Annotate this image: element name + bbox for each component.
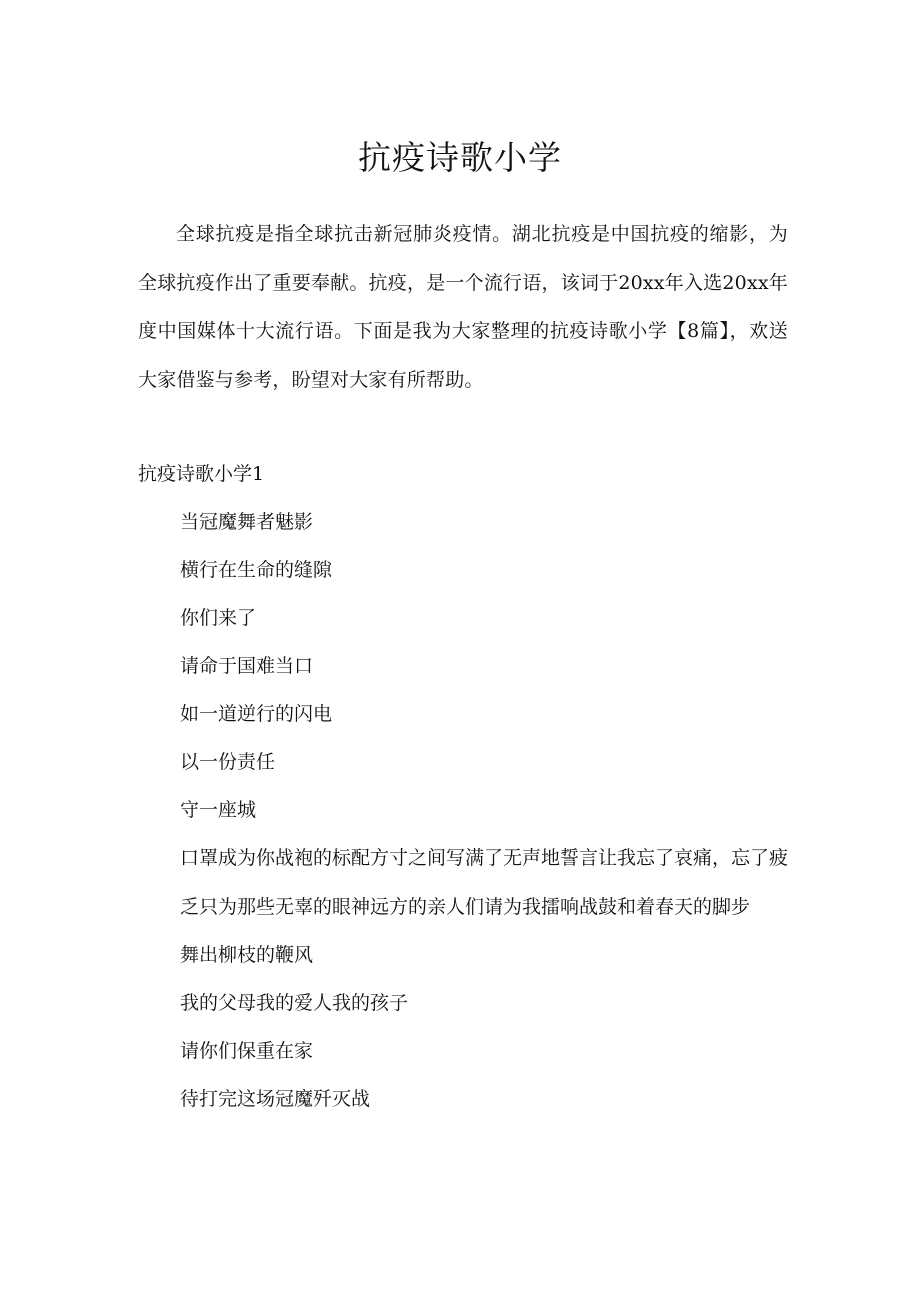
- section-heading: 抗疫诗歌小学1: [138, 463, 265, 485]
- document-title: 抗疫诗歌小学: [358, 138, 562, 177]
- poem-line: 如一道逆行的闪电: [180, 703, 333, 725]
- poem-line: 当冠魔舞者魅影: [180, 511, 314, 533]
- poem-lines: [180, 505, 788, 1130]
- poem-line: 横行在生命的缝隙: [180, 559, 333, 581]
- poem-line: 请你们保重在家: [180, 1040, 314, 1062]
- poem-line: 请命于国难当口: [180, 655, 314, 677]
- poem-line: 守一座城: [180, 799, 257, 821]
- poem-line: 你们来了: [180, 607, 257, 629]
- poem-line: 以一份责任: [180, 751, 276, 773]
- poem-line: 待打完这场冠魔歼灭战: [180, 1088, 371, 1110]
- poem-line: 口罩成为你战袍的标配方寸之间写满了无声地誓言让我忘了哀痛，忘了疲乏只为那些无辜的眼神远方的亲人们请为我擂响战鼓和着春天的脚步: [180, 847, 789, 918]
- poem-line: 舞出柳枝的鞭风: [180, 944, 314, 966]
- poem-line: 我的父母我的爱人我的孩子: [180, 992, 409, 1014]
- intro-paragraph: 全球抗疫是指全球抗击新冠肺炎疫情。湖北抗疫是中国抗疫的缩影，为全球抗疫作出了重要奉献。抗疫，是一个流行语，该词于20xx年入选20xx年度中国媒体十大流行语。下面是我为大家整理的抗疫诗歌小学【8篇】，欢送大家借鉴与参考，盼望对大家有所帮助。: [138, 223, 788, 391]
